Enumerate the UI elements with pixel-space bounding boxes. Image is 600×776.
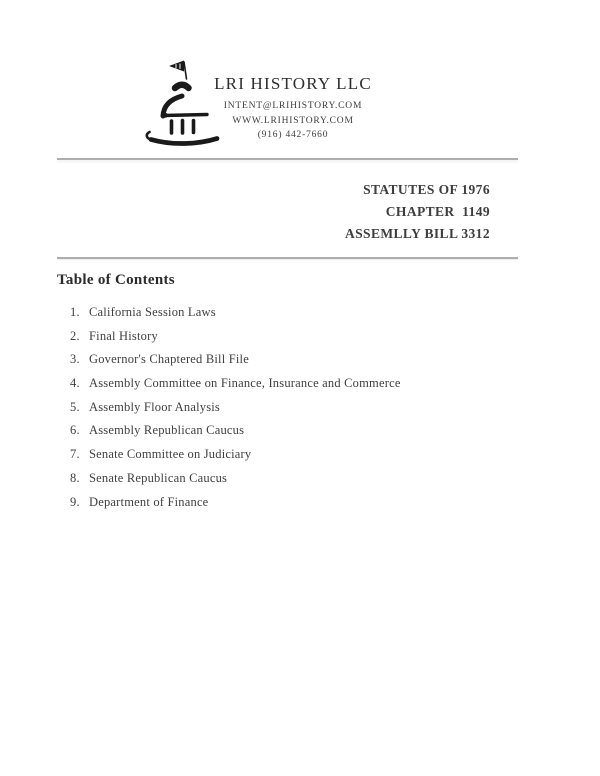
website-text: WWW.LRIHISTORY.COM	[232, 115, 354, 126]
toc-item-number: 4.	[70, 376, 80, 391]
divider-middle	[57, 257, 518, 259]
toc-item-label: California Session Laws	[89, 305, 216, 319]
toc-item	[70, 306, 530, 319]
toc-item	[70, 472, 530, 485]
toc-item-label: Senate Committee on Judiciary	[89, 447, 252, 462]
toc-item	[70, 424, 530, 437]
toc-item-number: 8.	[70, 470, 80, 485]
toc-item	[70, 448, 530, 461]
assembly-bill-line: ASSEMLLY BILL 3312	[344, 226, 490, 241]
toc-item-label: Assembly Floor Analysis	[89, 399, 220, 414]
toc-item-number: 1.	[70, 305, 80, 319]
case-header	[345, 179, 490, 245]
phone-text: (916) 442-7660	[257, 130, 329, 140]
toc-item	[70, 330, 530, 343]
toc-item-label: Assembly Committee on Finance, Insurance and Commerce	[89, 376, 401, 391]
toc-item	[70, 353, 530, 366]
toc-item	[70, 401, 530, 414]
toc-item-number: 5.	[70, 399, 80, 414]
email-text: INTENT@LRIHISTORY.COM	[223, 101, 363, 111]
toc-item	[70, 377, 530, 390]
toc-item-label: Assembly Republican Caucus	[89, 423, 245, 438]
chapter-line: CHAPTER 1149	[385, 204, 490, 219]
letterhead	[193, 74, 393, 143]
company-name: LRI HISTORY LLC	[214, 74, 372, 93]
toc-item	[70, 496, 530, 509]
toc-title: Table of Contents	[57, 272, 175, 288]
toc-item-label: Senate Republican Caucus	[89, 470, 228, 485]
toc-item-label: Final History	[89, 328, 158, 343]
toc-item-number: 2.	[70, 328, 80, 343]
toc-item-number: 9.	[70, 494, 80, 509]
toc-item-label: Department of Finance	[89, 494, 209, 509]
divider-top	[57, 158, 518, 160]
toc-list	[70, 306, 530, 519]
statutes-line: STATUTES OF 1976	[363, 182, 490, 197]
toc-item-number: 6.	[70, 423, 80, 438]
toc-item-label: Governor's Chaptered Bill File	[89, 352, 249, 367]
toc-item-number: 3.	[70, 352, 80, 367]
toc-item-number: 7.	[70, 447, 80, 462]
